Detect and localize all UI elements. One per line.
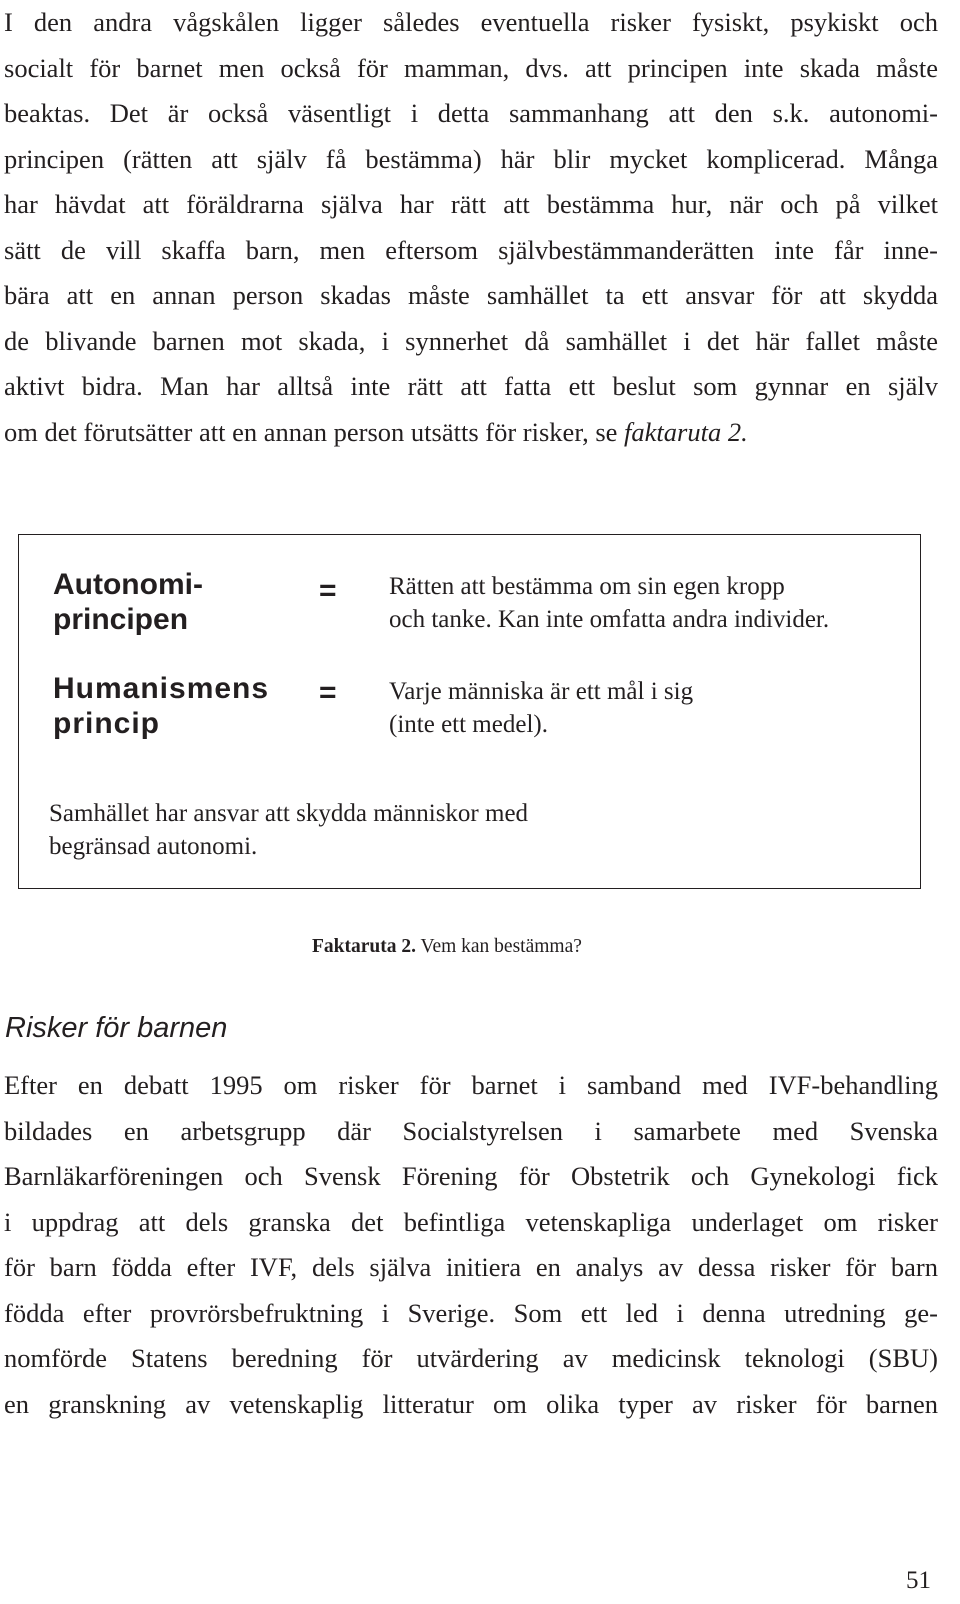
paragraph-2-line: födda efter provrörsbefruktning i Sverige. Som ett led i denna utredning ge- [4,1297,938,1328]
section-heading: Risker för barnen [5,1012,228,1044]
faktaruta-reference: faktaruta 2. [624,416,748,447]
paragraph-2-line: Efter en debatt 1995 om risker för barnet i samband med IVF-behandling [4,1070,938,1100]
paragraph-2-line: i uppdrag att dels granska det befintliga vetenskapliga underlaget om risker [4,1206,938,1237]
paragraph-1-line: de blivande barnen mot skada, i synnerhet då samhället i det här fallet måste [4,325,938,356]
paragraph-1-line: socialt för barnet men också för mamman, dvs. att principen inte skada måste [4,52,938,83]
body-paragraph-1 [4,0,938,455]
term-line: Humanismens [53,672,270,705]
paragraph-1-last-line [4,410,938,456]
definition-autonomy-principle [389,570,829,636]
note-line: Samhället har ansvar att skydda människor med [49,800,529,827]
page-number: 51 [906,1567,931,1594]
paragraph-1-line: I den andra vågskålen ligger således eventuella risker fysiskt, psykiskt och [4,7,938,37]
paragraph-1-line: sätt de vill skaffa barn, men eftersom självbestämmanderätten inte får inne- [4,234,938,265]
fact-box [18,534,921,889]
caption-text: Vem kan bestämma? [416,936,582,957]
definition-line: (inte ett medel). [389,711,548,738]
paragraph-2-line: en granskning av vetenskaplig litteratur om olika typer av risker för barnen [4,1388,938,1419]
paragraph-1-last-text: om det förutsätter att en annan person utsätts för risker, se [4,416,625,447]
equals-sign: = [319,574,337,607]
paragraph-1-line: aktivt bidra. Man har alltså inte rätt att fatta ett beslut som gynnar en själv [4,371,938,401]
paragraph-1-line: bära att en annan person skadas måste samhället ta ett ansvar för att skydda [4,280,938,310]
fact-box-caption [312,934,582,960]
term-humanism-principle [53,671,269,741]
definition-humanism-principle [389,675,693,741]
paragraph-2-line: nomförde Statens beredning för utvärdering av medicinsk teknologi (SBU) [4,1343,938,1373]
definition-line: Varje människa är ett mål i sig [389,678,694,705]
note-line: begränsad autonomi. [49,833,258,860]
definition-line: Rätten att bestämma om sin egen kropp [389,573,785,600]
paragraph-2-line: bildades en arbetsgrupp där Socialstyrelsen i samarbete med Svenska [4,1115,938,1146]
caption-label: Faktaruta 2. [312,936,416,957]
term-line: princip [53,707,161,740]
paragraph-1-line: har hävdat att föräldrarna själva har rätt att bestämma hur, när och på vilket [4,189,938,219]
definition-line: och tanke. Kan inte omfatta andra individer. [389,606,830,633]
paragraph-1-line: principen (rätten att själv få bestämma) här blir mycket komplicerad. Många [4,143,938,174]
paragraph-2-line: för barn födda efter IVF, dels själva initiera en analys av dessa risker för barn [4,1252,938,1282]
equals-sign: = [319,676,337,709]
term-line: principen [53,603,189,636]
term-autonomy-principle [53,567,203,637]
paragraph-2-line: Barnläkarföreningen och Svensk Förening för Obstetrik och Gynekologi fick [4,1161,938,1191]
body-paragraph-2 [4,1063,938,1427]
paragraph-1-line: beaktas. Det är också väsentligt i detta sammanhang att den s.k. autonomi- [4,98,938,128]
term-line: Autonomi- [53,568,203,601]
fact-box-note [49,797,528,863]
